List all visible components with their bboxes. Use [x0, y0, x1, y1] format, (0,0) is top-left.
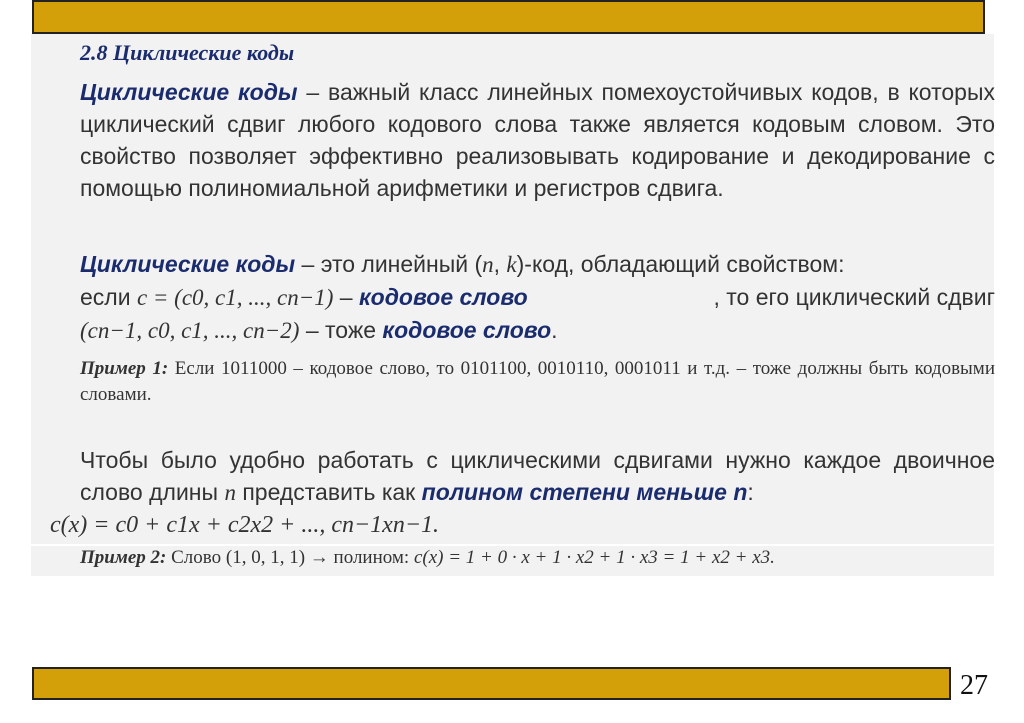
also-text: – тоже: [299, 317, 383, 343]
example-1-label: Пример 1:: [80, 358, 169, 379]
cyclic-shift-text: , то его циклический сдвиг: [713, 284, 995, 310]
property-text-b: )-код, обладающий свойством:: [516, 251, 845, 277]
polynomial-paragraph: [50, 444, 995, 541]
term-codeword-2: кодовое слово: [382, 317, 552, 343]
term-polynomial-degree: полином степени меньше n: [421, 479, 748, 505]
example-1: [80, 356, 995, 408]
term-cyclic-codes: Циклические коды: [80, 79, 298, 105]
example-1-text: Если 1011000 – кодовое слово, то 0101100, 0010110, 0001011 и т.д. – тоже должны быть кодовыми словами.: [80, 358, 996, 405]
codeword-vector: c = (c0, c1, ..., cn−1): [136, 285, 334, 310]
example-2-formula: c(x) = 1 + 0 · x + 1 · x2 + 1 · x3 = 1 + x2 + x3.: [413, 547, 775, 568]
term-cyclic-codes-2: Циклические коды: [80, 251, 296, 277]
page-number: 27: [960, 670, 988, 701]
polynomial-text-b: представить как: [235, 479, 422, 505]
slide-content: [50, 40, 996, 568]
example-2-label: Пример 2:: [80, 547, 167, 568]
slide-title: 2.8 Циклические коды: [80, 40, 295, 65]
definition-paragraph: [80, 76, 995, 204]
property-paragraph: [80, 248, 995, 347]
var-k: k: [506, 252, 517, 277]
dash: –: [333, 284, 359, 310]
bottom-decorative-bar: [32, 667, 951, 700]
colon: :: [747, 479, 754, 505]
top-decorative-bar: [32, 0, 985, 34]
polynomial-text-a: Чтобы было удобно работать с циклическими сдвигами нужно каждое двоичное слово длины: [80, 447, 995, 505]
term-codeword: кодовое слово: [358, 284, 528, 310]
shifted-vector: (cn−1, c0, c1, ..., cn−2): [80, 318, 300, 343]
property-text-a: – это линейный (: [295, 251, 483, 277]
comma: ,: [493, 251, 507, 277]
definition-text: – важный класс линейных помехоустойчивых кодов, в которых циклический сдвиг любого кодового слова также является кодовым словом. Это свойство позволяет эффективно реализовывать кодирование и декодирование с помощью полиномиальной арифметики и регистров сдвига.: [80, 79, 995, 201]
polynomial-formula: c(x) = c0 + c1x + c2x2 + ..., cn−1xn−1.: [50, 512, 440, 538]
var-n: n: [482, 252, 494, 277]
if-text: если: [80, 284, 137, 310]
var-n-2: n: [224, 480, 236, 505]
period: .: [551, 317, 558, 343]
example-2-text: Слово (1, 0, 1, 1) → полином:: [166, 547, 414, 568]
example-2: [80, 545, 995, 571]
